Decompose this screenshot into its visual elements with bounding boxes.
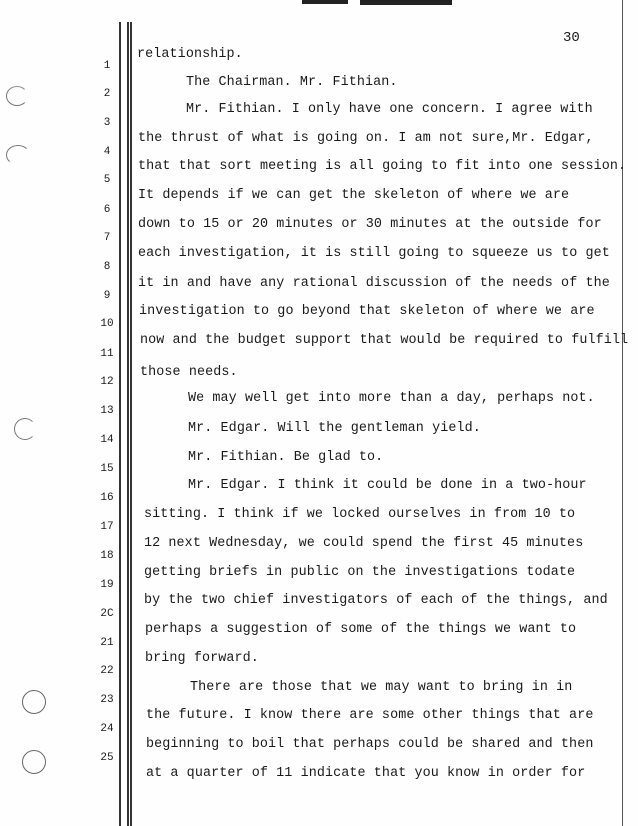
- line-number: 1: [103, 60, 111, 72]
- line-number: 12: [100, 376, 114, 388]
- line-number: 7: [103, 232, 111, 244]
- line-number: 25: [100, 752, 114, 764]
- transcript-line: 12 next Wednesday, we could spend the first 45 minutes: [144, 536, 584, 551]
- line-number: 13: [100, 405, 114, 417]
- line-number: 5: [103, 174, 111, 186]
- transcript-line: that that sort meeting is all going to fit into one session.: [138, 159, 627, 174]
- line-number: 21: [100, 637, 114, 649]
- margin-rule: [119, 22, 121, 826]
- punch-hole: [6, 86, 28, 106]
- transcript-line: It depends if we can get the skeleton of where we are: [138, 188, 570, 203]
- page-number: 30: [563, 30, 580, 46]
- transcript-line: Mr. Fithian. Be glad to.: [188, 450, 384, 465]
- line-number: 24: [100, 723, 114, 735]
- line-number: 17: [100, 521, 114, 533]
- line-number: 6: [103, 204, 111, 216]
- line-number: 18: [100, 550, 114, 562]
- line-number: 11: [100, 348, 114, 360]
- line-number: 22: [100, 665, 114, 677]
- margin-rule: [130, 22, 132, 826]
- transcript-line: bring forward.: [145, 651, 259, 666]
- line-number: 14: [100, 434, 114, 446]
- punch-hole: [22, 690, 46, 714]
- transcript-line: perhaps a suggestion of some of the things we want to: [145, 622, 577, 637]
- transcript-line: the thrust of what is going on. I am not sure,Mr. Edgar,: [138, 131, 594, 146]
- line-number: 4: [103, 146, 111, 158]
- line-number: 23: [100, 694, 114, 706]
- line-number: 2: [103, 88, 111, 100]
- transcript-line: Mr. Edgar. Will the gentleman yield.: [188, 421, 481, 436]
- transcript-line: We may well get into more than a day, perhaps not.: [188, 391, 595, 406]
- punch-hole: [14, 418, 36, 440]
- transcript-line: now and the budget support that would be required to fulfill: [140, 333, 629, 348]
- transcript-line: at a quarter of 11 indicate that you know in order for: [146, 766, 586, 781]
- margin-rule: [622, 0, 623, 826]
- line-number: 9: [103, 290, 111, 302]
- punch-hole: [6, 145, 30, 165]
- transcript-line: investigation to go beyond that skeleton of where we are: [139, 304, 595, 319]
- transcript-line: Mr. Fithian. I only have one concern. I agree with: [186, 102, 593, 117]
- transcript-line: There are those that we may want to bring in in: [190, 680, 573, 695]
- line-number: 2C: [100, 608, 114, 620]
- line-number: 3: [103, 117, 111, 129]
- line-number: 10: [100, 318, 114, 330]
- transcript-line: each investigation, it is still going to squeeze us to get: [138, 246, 610, 261]
- transcript-line: those needs.: [140, 365, 238, 380]
- transcript-line: Mr. Edgar. I think it could be done in a two-hour: [188, 478, 587, 493]
- transcript-line: sitting. I think if we locked ourselves in from 10 to: [144, 507, 576, 522]
- margin-rule: [127, 22, 129, 826]
- transcript-line: relationship.: [137, 47, 243, 62]
- transcript-line: the future. I know there are some other things that are: [146, 708, 594, 723]
- scan-artifact: [302, 0, 458, 6]
- transcript-line: down to 15 or 20 minutes or 30 minutes at the outside for: [138, 217, 602, 232]
- transcript-line: The Chairman. Mr. Fithian.: [186, 75, 398, 90]
- line-number: 8: [103, 261, 111, 273]
- line-number: 19: [100, 579, 114, 591]
- punch-hole: [22, 750, 46, 774]
- line-number: 16: [100, 492, 114, 504]
- transcript-line: getting briefs in public on the investigations todate: [144, 565, 576, 580]
- transcript-line: beginning to boil that perhaps could be shared and then: [146, 737, 594, 752]
- line-number: 15: [100, 463, 114, 475]
- transcript-line: it in and have any rational discussion of the needs of the: [138, 276, 610, 291]
- transcript-line: by the two chief investigators of each of the things, and: [144, 593, 608, 608]
